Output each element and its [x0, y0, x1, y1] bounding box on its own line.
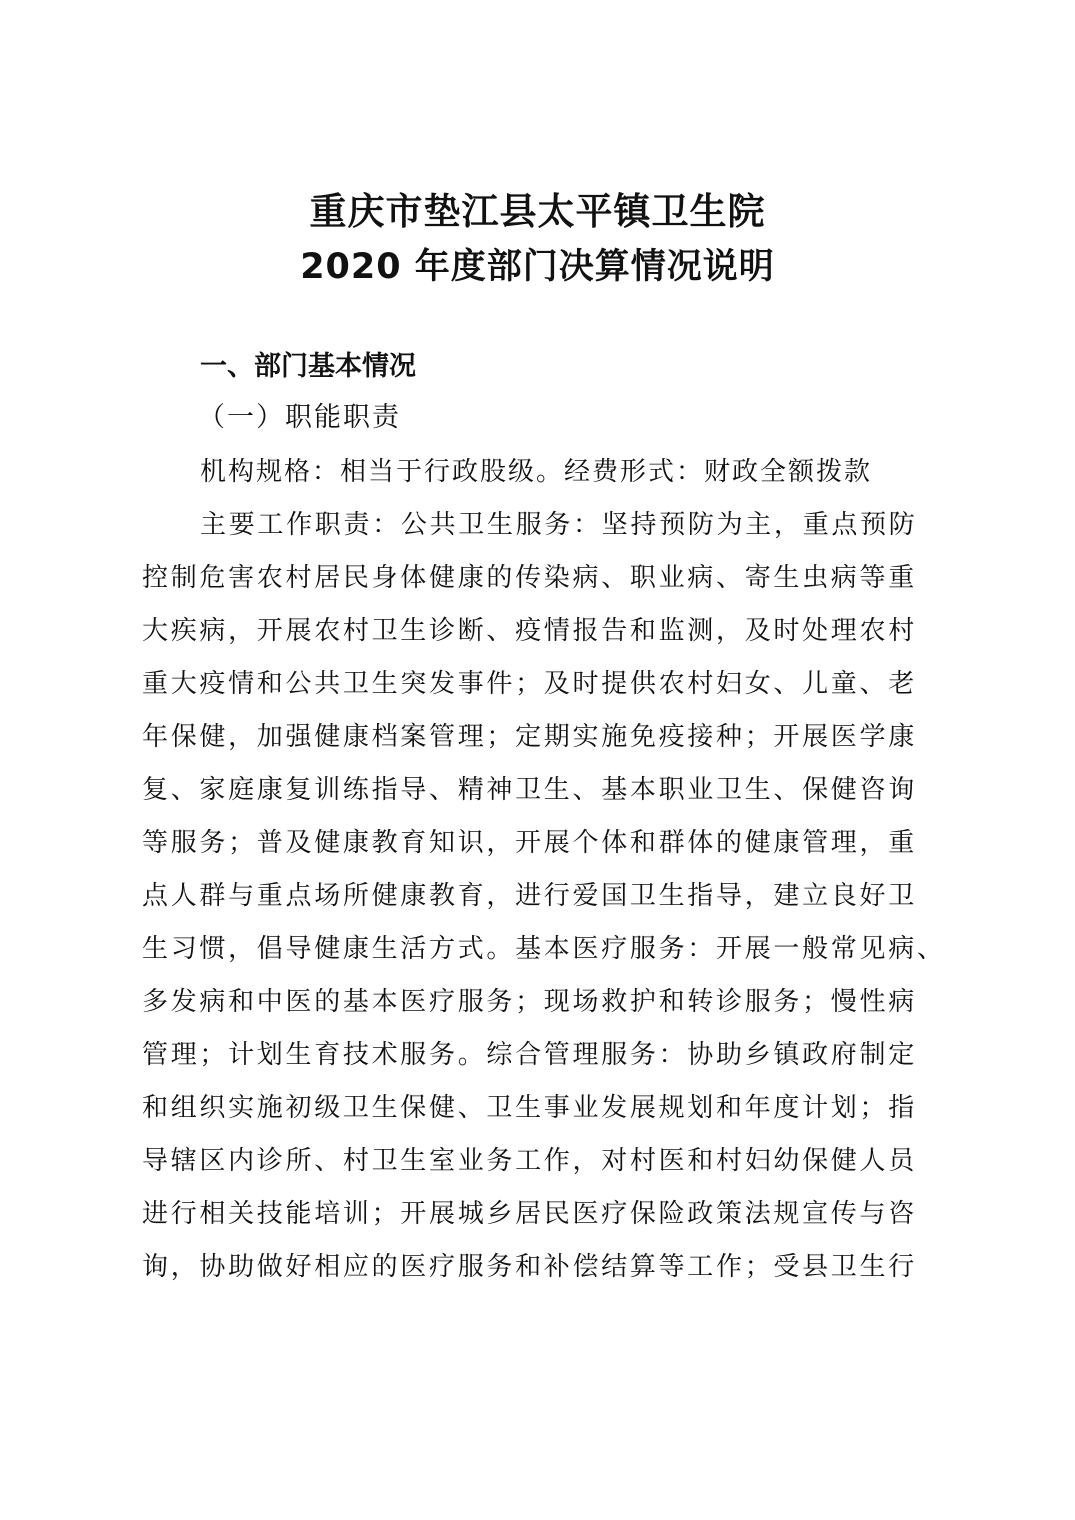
paragraph-line: 生习惯，倡导健康生活方式。基本医疗服务：开展一般常见病、: [142, 934, 946, 964]
paragraph-line: 管理；计划生育技术服务。综合管理服务：协助乡镇政府制定: [142, 1040, 917, 1070]
document-title: [0, 183, 1075, 295]
paragraph-line: 大疾病，开展农村卫生诊断、疫情报告和监测，及时处理农村: [142, 616, 917, 646]
title-line-2: 2020 年度部门决算情况说明: [300, 247, 775, 287]
paragraph-line: 重大疫情和公共卫生突发事件；及时提供农村妇女、儿童、老: [142, 669, 917, 699]
paragraph-line: 复、家庭康复训练指导、精神卫生、基本职业卫生、保健咨询: [142, 775, 917, 805]
paragraph-line: 点人群与重点场所健康教育，进行爱国卫生指导，建立良好卫: [142, 881, 917, 911]
paragraph-line: 询，协助做好相应的医疗服务和补偿结算等工作；受县卫生行: [142, 1252, 917, 1282]
subsection-heading: （一）职能职责: [198, 402, 401, 433]
paragraph-line: 多发病和中医的基本医疗服务；现场救护和转诊服务；慢性病: [142, 987, 917, 1017]
org-spec-paragraph: 机构规格：相当于行政股级。经费形式：财政全额拨款: [200, 457, 873, 487]
paragraph-line: 年保健，加强健康档案管理；定期实施免疫接种；开展医学康: [142, 722, 917, 752]
section-heading: 一、部门基本情况: [200, 351, 416, 382]
paragraph-line: 控制危害农村居民身体健康的传染病、职业病、寄生虫病等重: [142, 563, 917, 593]
paragraph-line: 进行相关技能培训；开展城乡居民医疗保险政策法规宣传与咨: [142, 1199, 917, 1229]
title-line-1: 重庆市垫江县太平镇卫生院: [309, 189, 766, 233]
paragraph-line: 等服务；普及健康教育知识，开展个体和群体的健康管理，重: [142, 828, 917, 858]
paragraph-line: 导辖区内诊所、村卫生室业务工作，对村医和村妇幼保健人员: [142, 1146, 917, 1176]
paragraph-line: 主要工作职责：公共卫生服务：坚持预防为主，重点预防: [200, 510, 918, 540]
paragraph-line: 和组织实施初级卫生保健、卫生事业发展规划和年度计划；指: [142, 1093, 917, 1123]
